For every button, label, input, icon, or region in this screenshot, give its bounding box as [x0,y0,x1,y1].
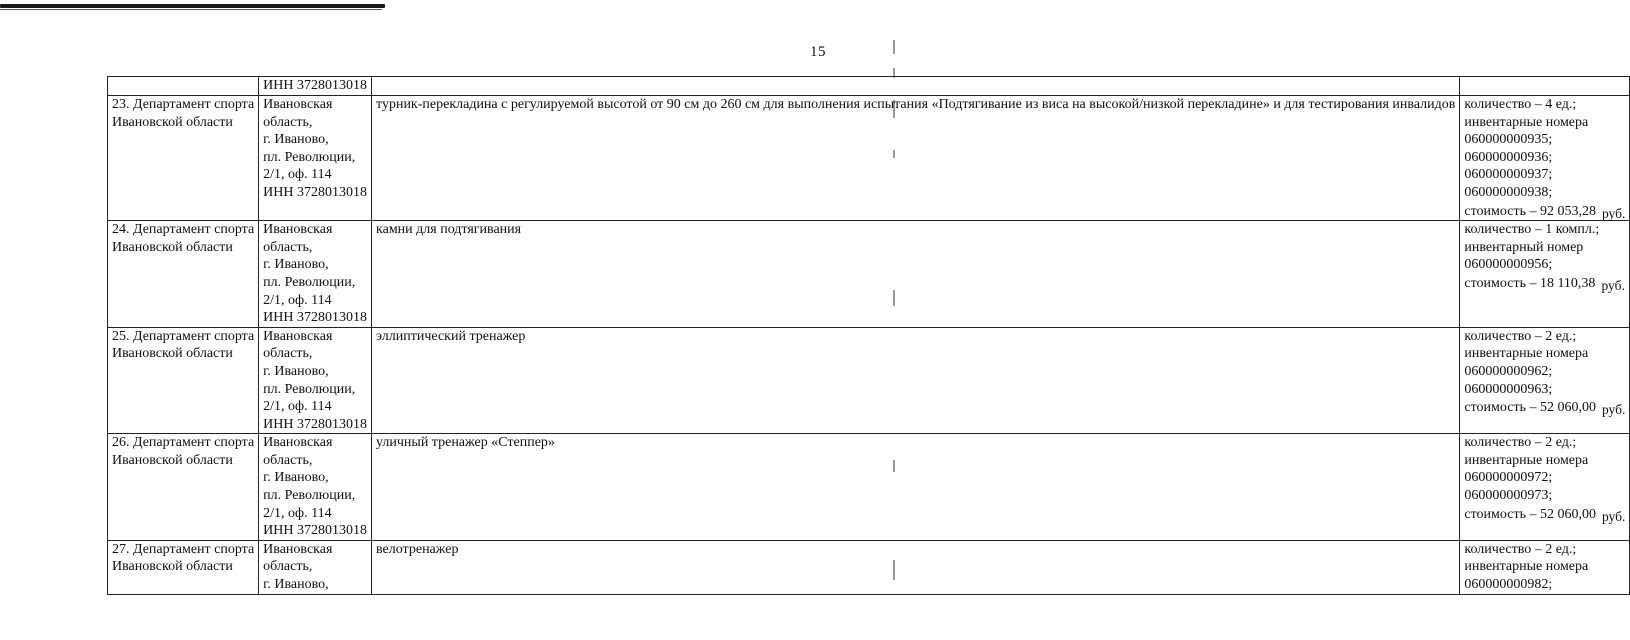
detail-line: инвентарные номера [1464,452,1589,468]
cost-value: стоимость – 52 060,00 [1464,506,1596,522]
detail-line: 060000000973; [1464,488,1553,504]
detail-line: инвентарные номера [1464,114,1589,130]
detail-line: количество – 2 ед.; [1464,435,1577,451]
address-line: область, [263,559,313,575]
item-description: турник-перекладина с регулируемой высотой от 90 см до 260 см для выполнения испытания «Подтягивание из виса на высокой/низкой перекладине» и для тестирования инвалидов [376,97,1456,112]
address-line: Ивановская [263,541,333,557]
table-row [108,434,1630,541]
address-line: Ивановская [263,97,333,112]
cell-address [259,77,372,96]
detail-line: 060000000972; [1464,470,1553,486]
detail-line: 060000000963; [1464,381,1553,397]
cell-org [108,221,259,328]
cost-line [1464,202,1625,221]
detail-line: количество – 2 ед.; [1464,541,1577,557]
address-line: Ивановская [263,328,333,344]
top-rule [0,4,385,8]
detail-line: 060000000982; [1464,577,1553,593]
cell-item [372,221,1460,328]
detail-line: 060000000956; [1464,257,1553,273]
org-name: 23. Департамент спорта [112,97,255,112]
item-description: уличный тренажер «Степпер» [376,435,555,451]
cell-org [108,540,259,594]
cell-details [1460,434,1630,541]
address-line: область, [263,114,313,130]
table-row [108,540,1630,594]
item-description: камни для подтягивания [376,222,522,238]
item-description: эллиптический тренажер [376,328,526,344]
org-name: 25. Департамент спорта [112,328,255,344]
org-name-line2: Ивановской области [112,346,233,362]
cell-org [108,77,259,96]
address-line: пл. Революции, [263,488,356,504]
address-line: ИНН 3728013018 [263,416,368,432]
address-line: Ивановская [263,222,333,238]
inn-text: ИНН 3728013018 [263,78,368,93]
detail-line: 060000000935; [1464,132,1553,148]
address-line: пл. Революции, [263,274,356,290]
cost-line [1464,505,1625,524]
detail-line: количество – 4 ед.; [1464,97,1577,112]
cell-org [108,327,259,434]
org-name-line2: Ивановской области [112,559,233,575]
cell-address [259,221,372,328]
org-name: 26. Департамент спорта [112,435,255,451]
table-row [108,327,1630,434]
cost-line [1464,398,1625,417]
cell-item [372,327,1460,434]
detail-line: 060000000937; [1464,167,1553,183]
detail-line: инвентарные номера [1464,346,1589,362]
cost-value: стоимость – 92 053,28 [1464,203,1596,219]
cost-line [1464,274,1625,293]
table-row [108,96,1630,221]
org-name: 27. Департамент спорта [112,541,255,557]
address-line: г. Иваново, [263,132,329,148]
address-line: 2/1, оф. 114 [263,167,332,183]
currency-label: руб. [1601,402,1626,418]
detail-line: инвентарный номер [1464,239,1584,255]
address-line: г. Иваново, [263,257,329,273]
cell-org [108,434,259,541]
address-line: г. Иваново, [263,577,329,593]
cell-details [1460,327,1630,434]
cell-org [108,96,259,221]
address-line: пл. Революции, [263,381,356,397]
cell-item [372,434,1460,541]
currency-label: руб. [1601,508,1626,524]
cell-details [1460,221,1630,328]
detail-line: 060000000936; [1464,149,1553,165]
org-name-line2: Ивановской области [112,114,233,130]
cell-address [259,434,372,541]
address-line: область, [263,346,313,362]
address-line: Ивановская [263,435,333,451]
org-name: 24. Департамент спорта [112,222,255,238]
detail-line: количество – 1 компл.; [1464,222,1600,238]
cell-details [1460,96,1630,221]
cost-value: стоимость – 52 060,00 [1464,400,1596,416]
address-line: 2/1, оф. 114 [263,505,332,521]
detail-line: количество – 2 ед.; [1464,328,1577,344]
address-line: 2/1, оф. 114 [263,399,332,415]
currency-label: руб. [1601,277,1625,293]
cell-address [259,327,372,434]
cell-address [259,540,372,594]
cost-value: стоимость – 18 110,38 [1464,275,1596,291]
address-line: г. Иваново, [263,470,329,486]
table-row-continued [108,77,1630,96]
org-name-line2: Ивановской области [112,452,233,468]
address-line: 2/1, оф. 114 [263,292,332,308]
cell-address [259,96,372,221]
cell-item [372,96,1460,221]
cell-details [1460,540,1630,594]
address-line: ИНН 3728013018 [263,523,368,539]
cell-item [372,77,1460,96]
property-table [107,76,1630,595]
address-line: ИНН 3728013018 [263,184,368,200]
page-number: 15 [810,44,826,60]
table-row [108,221,1630,328]
address-line: область, [263,452,313,468]
address-line: ИНН 3728013018 [263,310,368,326]
cell-details [1460,77,1630,96]
cell-item [372,540,1460,594]
detail-line: 060000000962; [1464,363,1553,379]
item-description: велотренажер [376,541,459,557]
org-name-line2: Ивановской области [112,239,233,255]
currency-label: руб. [1601,205,1626,221]
address-line: г. Иваново, [263,363,329,379]
address-line: область, [263,239,313,255]
detail-line: инвентарные номера [1464,559,1589,575]
detail-line: 060000000938; [1464,184,1553,200]
address-line: пл. Революции, [263,149,356,165]
